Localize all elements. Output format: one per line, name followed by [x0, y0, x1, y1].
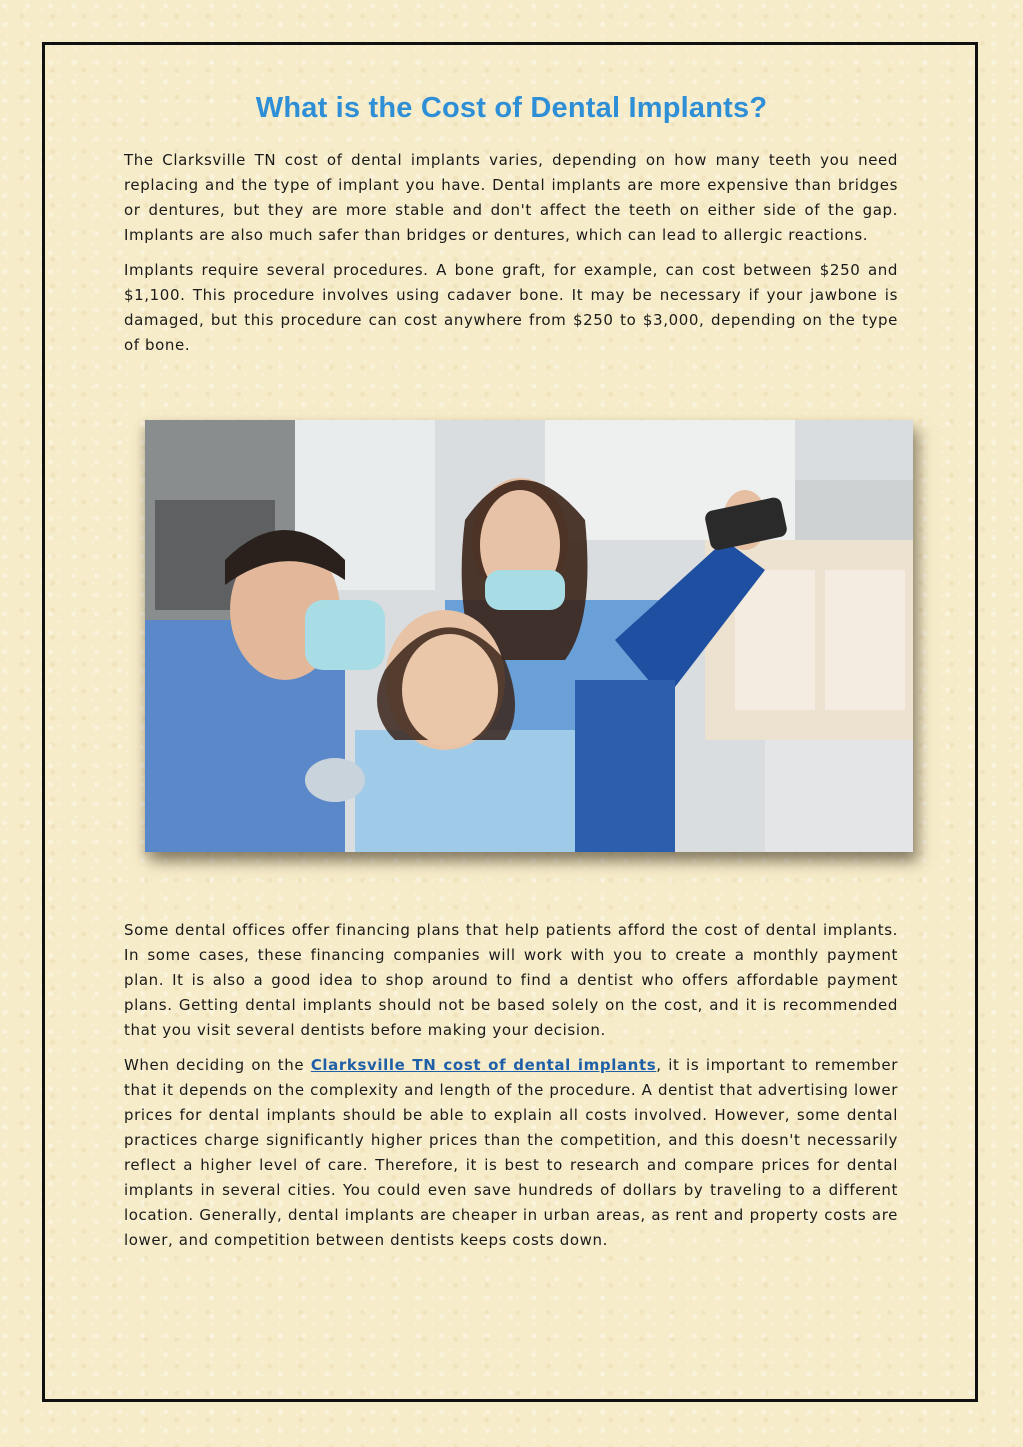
clarksville-cost-link[interactable]: Clarksville TN cost of dental implants — [310, 1056, 657, 1074]
intro-section — [124, 148, 898, 358]
page-title: What is the Cost of Dental Implants? — [255, 92, 768, 124]
paragraph-procedures: Implants require several procedures. A bone graft, for example, can cost between $250 and $1,100. This procedure involves using cadaver bone. It may be necessary if your jawbone is damaged, but this procedure can cost anywhere from $250 to $3,000, depending on the type of bone. — [124, 261, 898, 354]
deciding-text-start: When deciding on the — [124, 1056, 311, 1074]
dental-selfie-photo — [145, 420, 913, 852]
photo-illustration — [145, 420, 913, 852]
paragraph-financing: Some dental offices offer financing plans that help patients afford the cost of dental implants. In some cases, these financing companies will work with you to create a monthly payment plan. It is also a good idea to shop around to find a dentist who offers affordable payment plans. Getting dental implants should not be based solely on the cost, and it is recommended that you visit several dentists before making your decision. — [124, 921, 898, 1039]
deciding-text-end: , it is important to remember that it depends on the complexity and length of the procedure. A dentist that advertising lower prices for dental implants should be able to explain all costs involved. However, some dental practices charge significantly higher prices than the competition, and this doesn't necessarily reflect a higher level of care. Therefore, it is best to research and compare prices for dental implants in several cities. You could even save hundreds of dollars by traveling to a different location. Generally, dental implants are cheaper in urban areas, as rent and property costs are lower, and competition between dentists keeps costs down. — [124, 1056, 898, 1249]
financing-section — [124, 918, 898, 1253]
paragraph-cost-overview: The Clarksville TN cost of dental implants varies, depending on how many teeth you need replacing and the type of implant you have. Dental implants are more expensive than bridges or dentures, but they are more stable and don't affect the teeth on either side of the gap. Implants are also much safer than bridges or dentures, which can lead to allergic reactions. — [124, 151, 898, 244]
paragraph-deciding — [124, 1053, 898, 1253]
